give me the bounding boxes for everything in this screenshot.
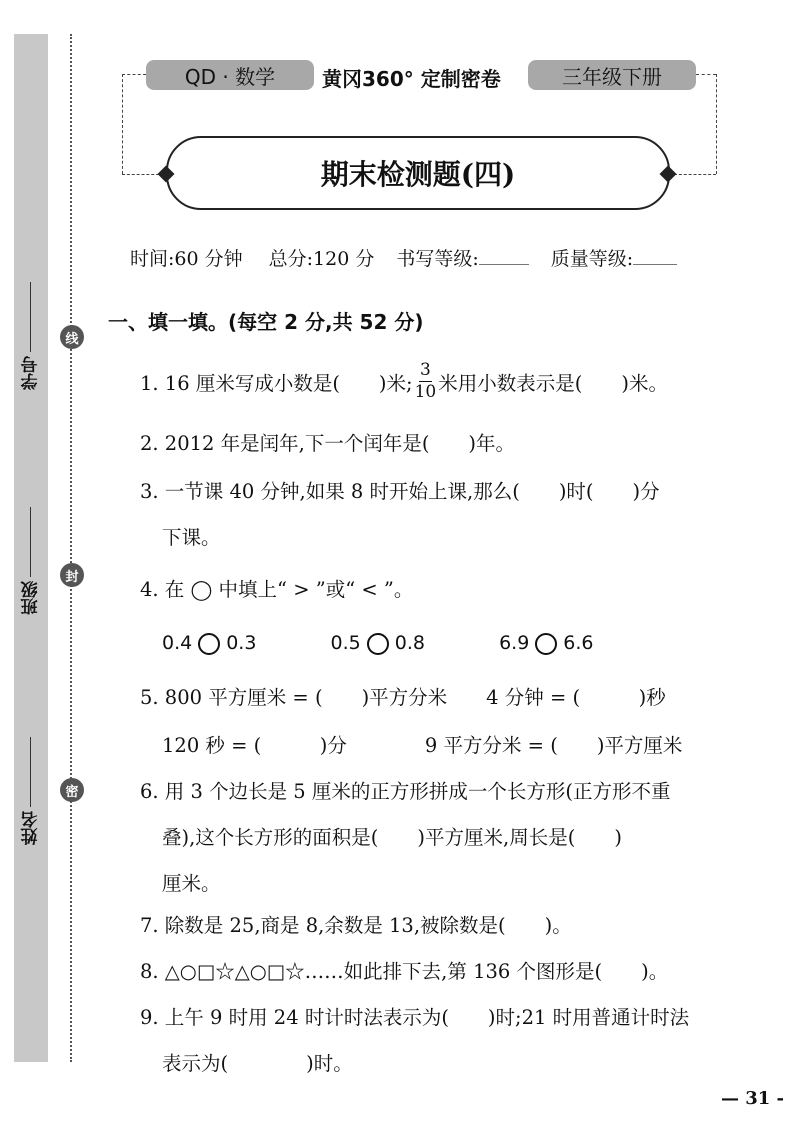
seal-secret: 密 — [60, 778, 84, 802]
question-1: 1. 16 厘米写成小数是( )米; $\frac{3}{10}$ 米用小数表示是( )米。 — [140, 360, 668, 402]
compare-circle[interactable] — [198, 633, 220, 655]
question-6-line-3: 厘米。 — [162, 872, 221, 895]
seal-line: 线 — [60, 325, 84, 349]
question-5: 5. 800 平方厘米 = ( )平方分米 4 分钟 = ( )秒 — [140, 686, 666, 709]
cut-line — [70, 34, 72, 1062]
student-id-label: 学号 — [14, 230, 48, 390]
name-label: 姓名 — [14, 675, 48, 845]
frame-dash — [122, 74, 123, 174]
comparison-3: 6.9 6.6 — [499, 632, 594, 654]
class-blank[interactable] — [31, 507, 32, 577]
question-6-line-2: 叠),这个长方形的面积是( )平方厘米,周长是( ) — [162, 826, 622, 849]
section-heading: 一、填一填。(每空 2 分,共 52 分) — [108, 310, 424, 334]
question-3: 3. 一节课 40 分钟,如果 8 时开始上课,那么( )时( )分 — [140, 480, 660, 503]
student-id-blank[interactable] — [31, 282, 32, 352]
question-3-line-2: 下课。 — [162, 526, 221, 549]
question-2: 2. 2012 年是闰年,下一个闰年是( )年。 — [140, 432, 516, 455]
frame-dash — [716, 74, 717, 174]
subject-pill: QD · 数学 — [146, 60, 314, 90]
question-7: 7. 除数是 25,商是 8,余数是 13,被除数是( )。 — [140, 914, 572, 937]
question-6: 6. 用 3 个边长是 5 厘米的正方形拼成一个长方形(正方形不重 — [140, 780, 671, 803]
compare-circle[interactable] — [367, 633, 389, 655]
brand-name: 黄冈360° 定制密卷 — [322, 67, 501, 91]
fraction: $\frac{3}{10}$ — [414, 360, 437, 402]
question-9-line-2: 表示为( )时。 — [162, 1052, 353, 1075]
comparison-row — [162, 632, 594, 655]
question-8: 8. △○□☆△○□☆……如此排下去,第 136 个图形是( )。 — [140, 960, 669, 983]
page-number: — 31 - — [720, 1088, 784, 1109]
question-9: 9. 上午 9 时用 24 时计时法表示为( )时;21 时用普通计时法 — [140, 1006, 690, 1029]
frame-dash — [122, 74, 146, 75]
name-blank[interactable] — [31, 737, 32, 807]
score-info: 总分:120 分 — [268, 248, 375, 270]
question-4: 4. 在 ◯ 中填上“ > ”或“ < ”。 — [140, 578, 414, 601]
frame-dash — [696, 74, 716, 75]
quality-grade-blank[interactable] — [633, 244, 677, 265]
page-title: 期末检测题(四) — [320, 158, 516, 191]
title-box — [166, 136, 670, 210]
writing-grade-label: 书写等级: — [396, 248, 479, 270]
quality-grade-label: 质量等级: — [550, 248, 634, 270]
time-info: 时间:60 分钟 — [130, 248, 243, 270]
compare-circle[interactable] — [535, 633, 557, 655]
seal-seal: 封 — [60, 563, 84, 587]
comparison-2: 0.5 0.8 — [330, 632, 425, 654]
grade-pill: 三年级下册 — [528, 60, 696, 90]
comparison-1: 0.4 0.3 — [162, 632, 257, 654]
class-label: 班级 — [14, 455, 48, 615]
writing-grade-blank[interactable] — [479, 244, 529, 265]
question-5-line-2: 120 秒 = ( )分 9 平方分米 = ( )平方厘米 — [162, 734, 683, 757]
exam-info — [130, 244, 677, 271]
frame-dash — [674, 174, 716, 175]
